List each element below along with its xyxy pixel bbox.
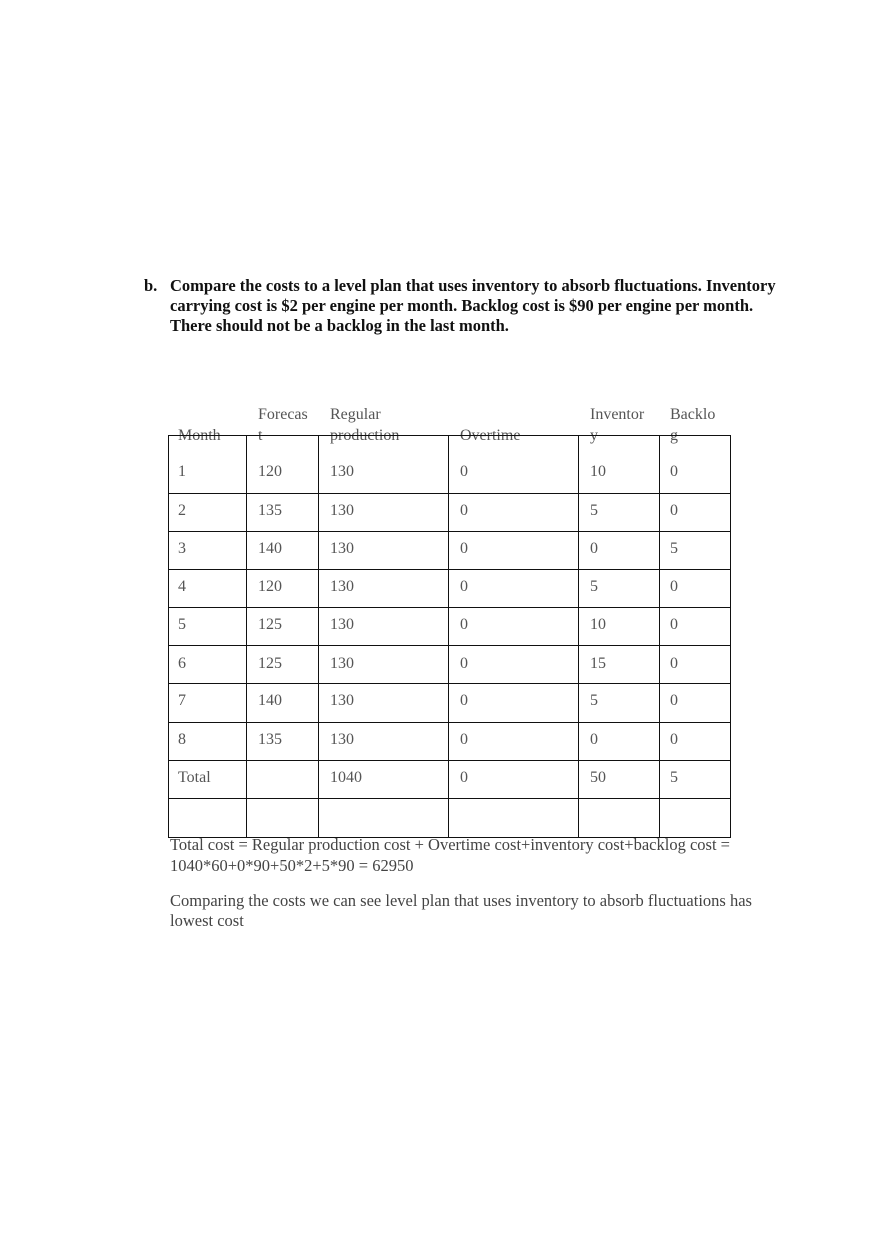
table-cell-month: 3	[178, 540, 186, 557]
table-cell-regular: 130	[330, 692, 354, 709]
question-marker: b.	[144, 276, 158, 295]
table-cell-month: 4	[178, 578, 186, 595]
table-cell-inventory: 10	[590, 616, 606, 633]
table-cell-backlog: 0	[670, 502, 678, 519]
table-cell-inventory: 50	[590, 769, 606, 786]
table-cell-regular: 130	[330, 540, 354, 557]
header-overtime: Overtime	[460, 427, 521, 444]
table-cell-overtime: 0	[460, 540, 468, 557]
question-text: Compare the costs to a level plan that uses inventory to absorb fluctuations. Inventory carrying cost is $2 per engine per month. Backlog cost is $90 per engine per month. There should not be a backlog in the last month.	[170, 276, 776, 335]
table-cell-regular: 130	[330, 578, 354, 595]
table-cell-inventory: 5	[590, 502, 598, 519]
table-cell-overtime: 0	[460, 655, 468, 672]
table-cell-backlog: 0	[670, 731, 678, 748]
header-inventory-line2: y	[590, 427, 598, 444]
conclusion-text: Comparing the costs we can see level plan that uses inventory to absorb fluctuations has lowest cost	[170, 891, 752, 930]
table-cell-overtime: 0	[460, 616, 468, 633]
table-cell-inventory: 10	[590, 463, 606, 480]
total-cost-line1: Total cost = Regular production cost + Overtime cost+inventory cost+backlog cost =	[170, 835, 730, 854]
header-forecast-line2: t	[258, 427, 263, 444]
plan-table	[168, 435, 731, 838]
table-cell-overtime: 0	[460, 502, 468, 519]
header-month: Month	[178, 427, 221, 444]
table-cell-backlog: 5	[670, 540, 678, 557]
total-cost-line2: 1040*60+0*90+50*2+5*90 = 62950	[170, 856, 414, 875]
table-cell-forecast: 140	[258, 540, 282, 557]
table-cell-overtime: 0	[460, 463, 468, 480]
table-cell-backlog: 0	[670, 578, 678, 595]
header-regular-line2: production	[330, 427, 400, 444]
table-cell-month: 7	[178, 692, 186, 709]
table-cell-forecast: 120	[258, 578, 282, 595]
table-cell-overtime: 0	[460, 578, 468, 595]
table-cell-forecast: 120	[258, 463, 282, 480]
table-cell-regular: 130	[330, 655, 354, 672]
table-cell-forecast: 125	[258, 655, 282, 672]
table-cell-inventory: 5	[590, 692, 598, 709]
table-cell-month: Total	[178, 769, 211, 786]
table-cell-inventory: 0	[590, 540, 598, 557]
table-cell-month: 2	[178, 502, 186, 519]
table-cell-backlog: 5	[670, 769, 678, 786]
header-backlog-line1: Backlo	[670, 406, 716, 423]
table-cell-regular: 130	[330, 616, 354, 633]
table-cell-month: 6	[178, 655, 186, 672]
table-cell-inventory: 5	[590, 578, 598, 595]
table-cell-forecast: 135	[258, 502, 282, 519]
header-backlog-line2: g	[670, 427, 678, 444]
table-cell-inventory: 0	[590, 731, 598, 748]
table-cell-regular: 130	[330, 502, 354, 519]
table-cell-backlog: 0	[670, 616, 678, 633]
table-cell-overtime: 0	[460, 692, 468, 709]
table-cell-month: 1	[178, 463, 186, 480]
table-cell-regular: 1040	[330, 769, 362, 786]
table-cell-backlog: 0	[670, 655, 678, 672]
header-forecast-line1: Forecas	[258, 406, 308, 423]
table-cell-month: 8	[178, 731, 186, 748]
table-cell-inventory: 15	[590, 655, 606, 672]
table-cell-regular: 130	[330, 731, 354, 748]
table-cell-overtime: 0	[460, 731, 468, 748]
table-cell-forecast: 125	[258, 616, 282, 633]
table-cell-backlog: 0	[670, 463, 678, 480]
table-cell-forecast: 140	[258, 692, 282, 709]
table-cell-month: 5	[178, 616, 186, 633]
table-cell-forecast: 135	[258, 731, 282, 748]
header-inventory-line1: Inventor	[590, 406, 645, 423]
table-cell-backlog: 0	[670, 692, 678, 709]
table-cell-regular: 130	[330, 463, 354, 480]
table-cell-overtime: 0	[460, 769, 468, 786]
header-regular-line1: Regular	[330, 406, 381, 423]
